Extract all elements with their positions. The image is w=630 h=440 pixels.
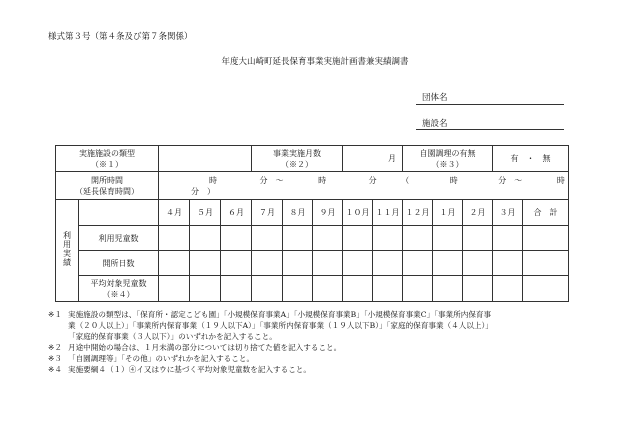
total-header: 合 計 <box>523 200 569 226</box>
data-cell[interactable] <box>403 251 433 276</box>
data-cell[interactable] <box>373 251 403 276</box>
month-header: ５月 <box>190 200 221 226</box>
document-title: 年度大山崎町延長保育事業実施計画書兼実績調書 <box>221 57 409 67</box>
note-mark: ※２ <box>48 343 62 352</box>
hours-label: 開所時間 <box>91 175 123 185</box>
hours-row <box>56 172 569 200</box>
data-cell[interactable] <box>433 251 463 276</box>
users-row-label: 利用児童数 <box>79 226 159 251</box>
data-cell[interactable] <box>190 276 221 302</box>
data-cell[interactable] <box>252 276 283 302</box>
users-row <box>56 226 569 251</box>
month-header: １２月 <box>403 200 433 226</box>
hours-m4: 分 ） <box>191 186 215 196</box>
notes <box>48 309 493 375</box>
data-cell[interactable] <box>313 226 343 251</box>
hours-label-cell <box>56 172 159 200</box>
note-text: 実施要綱４（１）④イ又はウに基づく平均対象児童数を記入すること。 <box>68 365 311 374</box>
average-children-row <box>56 276 569 302</box>
data-cell[interactable] <box>221 276 252 302</box>
data-cell[interactable] <box>463 251 493 276</box>
total-cell[interactable] <box>523 251 569 276</box>
hours-paren-open: （ <box>401 175 410 185</box>
data-cell[interactable] <box>283 276 313 302</box>
hours-m2: 分 <box>368 175 377 185</box>
data-cell[interactable] <box>252 226 283 251</box>
data-cell[interactable] <box>159 276 190 302</box>
month-header: １１月 <box>373 200 403 226</box>
hours-m3: 分 ～ <box>498 175 523 185</box>
month-header: ３月 <box>493 200 523 226</box>
note-mark: ※４ <box>48 365 62 374</box>
hours-h1: 時 <box>209 175 217 185</box>
month-header: ７月 <box>252 200 283 226</box>
report-table <box>55 145 569 302</box>
month-header: ４月 <box>159 200 190 226</box>
data-cell[interactable] <box>313 251 343 276</box>
data-cell[interactable] <box>283 251 313 276</box>
note-text: 「自園調理等」「その他」のいずれかを記入すること。 <box>68 354 255 363</box>
months-label-cell <box>252 146 343 172</box>
data-cell[interactable] <box>463 226 493 251</box>
month-header: ８月 <box>283 200 313 226</box>
data-cell[interactable] <box>313 276 343 302</box>
self-cooking-note: （※３） <box>431 159 464 169</box>
note-item <box>48 309 493 320</box>
hours-m1: 分 ～ <box>259 175 284 185</box>
open-days-row <box>56 251 569 276</box>
organization-label: 団体名 <box>422 93 448 103</box>
facility-type-label-cell <box>56 146 159 172</box>
usage-side-label-cell <box>56 200 79 302</box>
month-header: ６月 <box>221 200 252 226</box>
months-input[interactable] <box>343 146 403 172</box>
data-cell[interactable] <box>493 251 523 276</box>
hours-h3: 時 <box>449 175 458 185</box>
note-text: 実施施設の類型は、「保育所・認定こども園」「小規模保育事業A」「小規模保育事業B」「小規模保育事業C」「事業所内保育事 <box>68 310 492 319</box>
month-header: １月 <box>433 200 463 226</box>
total-cell[interactable] <box>523 276 569 302</box>
data-cell[interactable] <box>343 226 373 251</box>
data-cell[interactable] <box>373 276 403 302</box>
hours-input[interactable] <box>159 172 569 200</box>
month-header: １０月 <box>343 200 373 226</box>
month-header: ９月 <box>313 200 343 226</box>
facility-type-input[interactable] <box>159 146 252 172</box>
data-cell[interactable] <box>493 276 523 302</box>
note-item <box>48 353 493 364</box>
data-cell[interactable] <box>221 251 252 276</box>
month-header: ２月 <box>463 200 493 226</box>
average-children-label: 平均対象児童数 <box>90 278 147 288</box>
usage-side-label: 利用実績 <box>62 231 72 267</box>
self-cooking-label-cell <box>403 146 493 172</box>
facility-type-label: 実施施設の類型 <box>79 148 135 158</box>
data-cell[interactable] <box>159 226 190 251</box>
data-cell[interactable] <box>190 251 221 276</box>
data-cell[interactable] <box>159 251 190 276</box>
note-item <box>48 364 493 375</box>
data-cell[interactable] <box>190 226 221 251</box>
facility-field-line[interactable] <box>416 129 564 130</box>
data-cell[interactable] <box>493 226 523 251</box>
note-text: 月途中開始の場合は、１月未満の部分については切り捨てた値を記入すること。 <box>68 343 342 352</box>
average-children-note: （※４） <box>102 289 135 299</box>
data-cell[interactable] <box>463 276 493 302</box>
note-text: 業（２０人以上）」「事業所内保育事業（１９人以下A）」「事業所内保育事業（１９人以下B）」「家庭的保育事業（４人以上）」 <box>68 321 493 330</box>
months-unit: 月 <box>388 154 396 163</box>
data-cell[interactable] <box>403 276 433 302</box>
facility-type-note: （※１） <box>91 159 123 169</box>
open-days-row-label: 開所日数 <box>79 251 159 276</box>
self-cooking-choice[interactable] <box>493 146 569 172</box>
data-cell[interactable] <box>433 226 463 251</box>
data-cell[interactable] <box>252 251 283 276</box>
hours-h4: 時 <box>556 175 565 185</box>
note-mark: ※１ <box>48 310 62 319</box>
data-cell[interactable] <box>433 276 463 302</box>
data-cell[interactable] <box>343 276 373 302</box>
self-cooking-label: 自園調理の有無 <box>419 148 476 158</box>
data-cell[interactable] <box>373 226 403 251</box>
form-number: 様式第３号（第４条及び第７条関係） <box>48 32 193 42</box>
average-children-row-label <box>79 276 159 302</box>
summary-row <box>56 146 569 172</box>
months-label: 事業実施月数 <box>273 148 321 158</box>
months-note: （※２） <box>281 159 313 169</box>
data-cell[interactable] <box>221 226 252 251</box>
total-cell[interactable] <box>523 226 569 251</box>
hours-sublabel: （延長保育時間） <box>75 186 139 196</box>
organization-field-line[interactable] <box>416 104 564 105</box>
facility-label: 施設名 <box>422 119 448 129</box>
month-header-blank <box>79 200 159 226</box>
hours-h2: 時 <box>318 175 327 185</box>
month-header-row <box>56 200 569 226</box>
self-cooking-value: 有 ・ 無 <box>510 154 551 163</box>
data-cell[interactable] <box>343 251 373 276</box>
note-text: 「家庭的保育事業（３人以下）」のいずれかを記入すること。 <box>68 332 277 341</box>
note-mark: ※３ <box>48 354 62 363</box>
data-cell[interactable] <box>403 226 433 251</box>
note-item <box>48 342 493 353</box>
data-cell[interactable] <box>283 226 313 251</box>
